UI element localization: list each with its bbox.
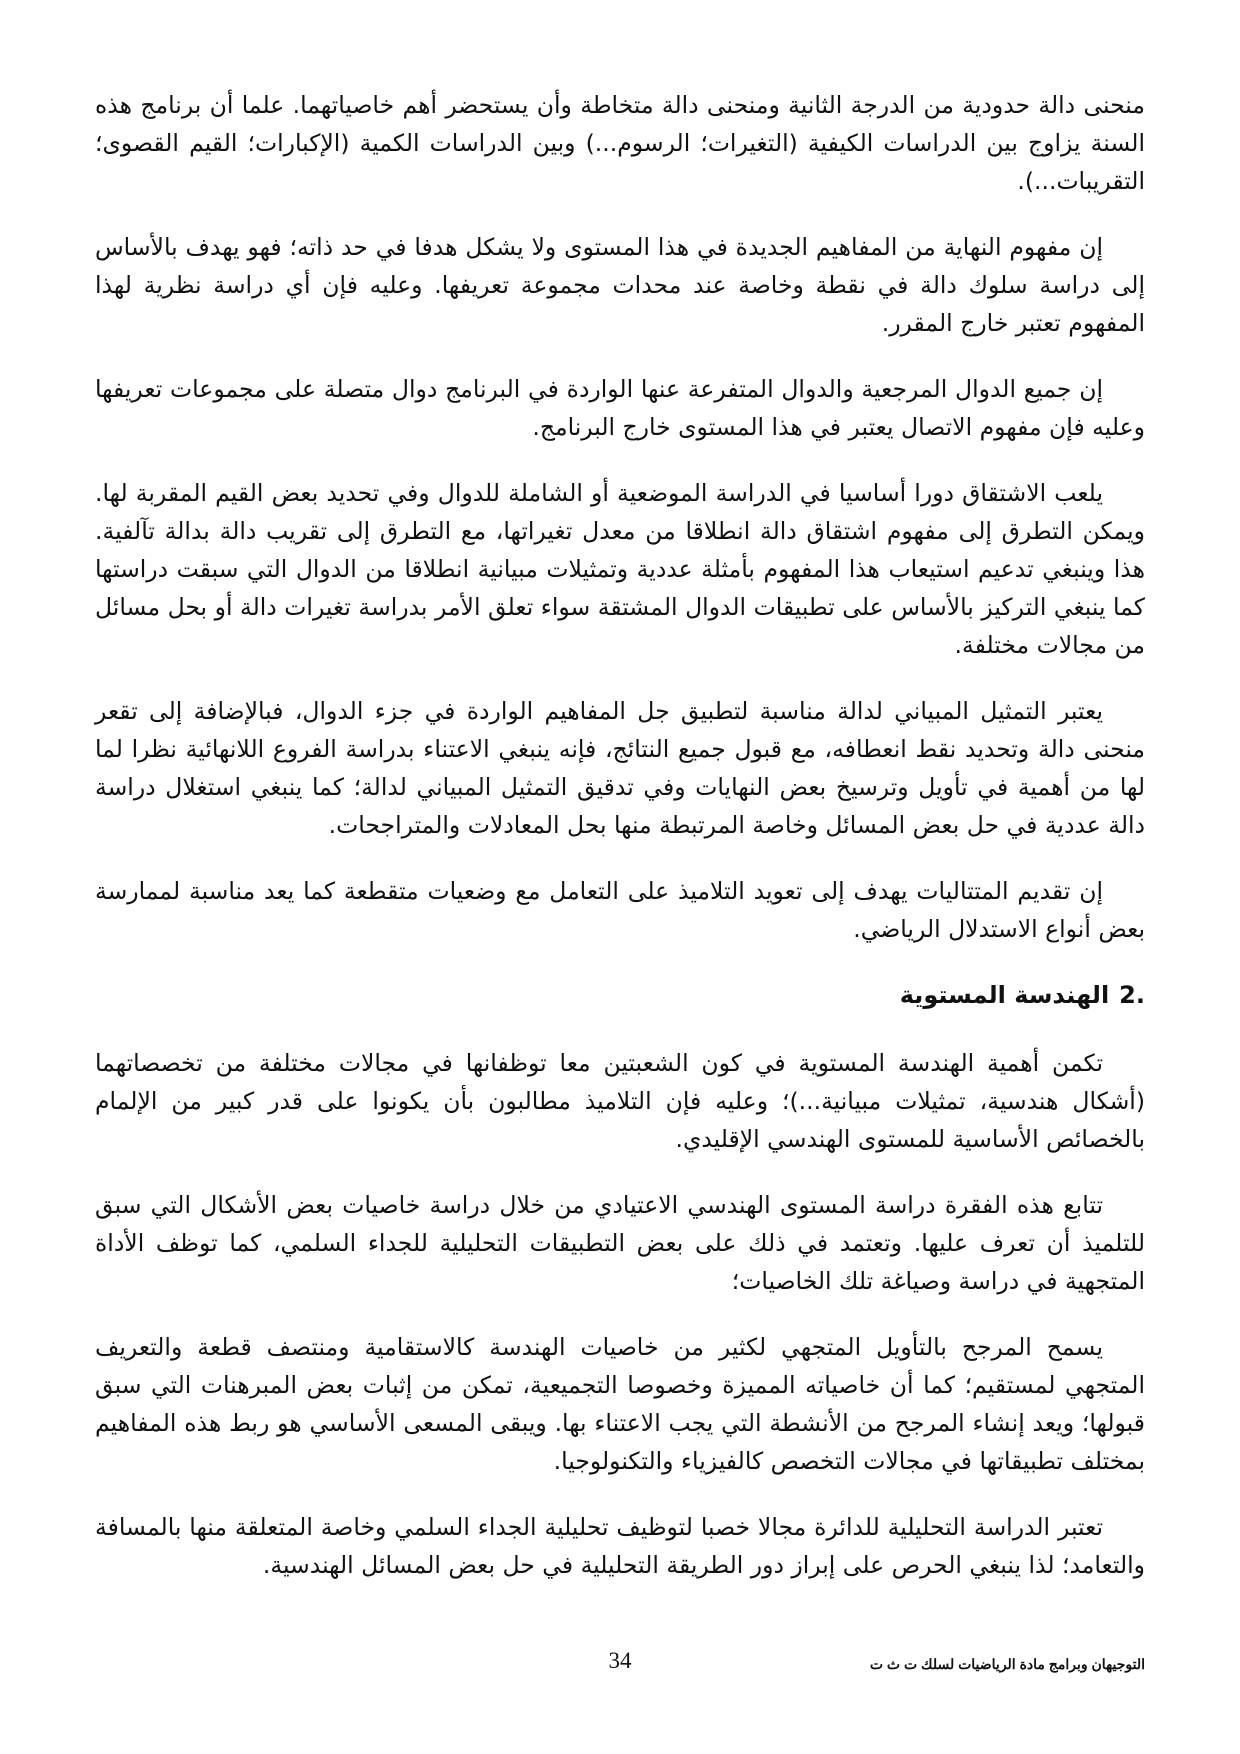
paragraph-circle-analytics: تعتبر الدراسة التحليلية للدائرة مجالا خصبا لتوظيف تحليلية الجداء السلمي وخاصة المتعلقة منها بالمسافة والتعامد؛ لذا ينبغي الحرص على إبراز دور الطريقة التحليلية في حل بعض المسائل الهندسية. <box>95 1513 1145 1579</box>
paragraph-derivation: يلعب الاشتقاق دورا أساسيا في الدراسة الموضعية أو الشاملة للدوال وفي تحديد بعض القيم المقربة لها. ويمكن التطرق إلى مفهوم اشتقاق دالة انطلاقا من معدل تغيراتها، مع التطرق إلى تقريب دالة بدالة تآلفية. هذا وينبغي تدعيم استيعاب هذا المفهوم بأمثلة عددية وتمثيلات مبيانية انطلاقا من الدوال التي سبقت دراستها كما ينبغي التركيز بالأساس على تطبيقات الدوال المشتقة سواء تعلق الأمر بدراسة تغيرات دالة أو بحل مسائل من مجالات مختلفة. <box>95 479 1145 659</box>
paragraph-continuity: إن جميع الدوال المرجعية والدوال المتفرعة عنها الواردة في البرنامج دوال متصلة على مجموعات تعريفها وعليه فإن مفهوم الاتصال يعتبر في هذا المستوى خارج البرنامج. <box>95 375 1145 441</box>
paragraph-sequences: إن تقديم المتتاليات يهدف إلى تعويد التلاميذ على التعامل مع وضعيات متقطعة كما يعد مناسبة لممارسة بعض أنواع الاستدلال الرياضي. <box>95 877 1145 943</box>
paragraph-barycenter: يسمح المرجح بالتأويل المتجهي لكثير من خاصيات الهندسة كالاستقامية ومنتصف قطعة والتعريف المتجهي لمستقيم؛ كما أن خاصياته المميزة وخصوصا التجميعية، تمكن من إثبات بعض المبرهنات التي سبق قبولها؛ ويعد إنشاء المرجح من الأنشطة التي يجب الاعتناء بها. ويبقى المسعى الأساسي هو ربط هذه المفاهيم بمختلف تطبيقاتها في مجالات التخصص كالفيزياء والتكنولوجيا. <box>95 1333 1145 1475</box>
paragraph-plane-geometry-importance: تكمن أهمية الهندسة المستوية في كون الشعبتين معا توظفانها في مجالات مختلفة من تخصصاتهما (أشكال هندسية، تمثيلات مبيانية...)؛ وعليه فإن التلاميذ مطالبون بأن يكونوا على قدر كبير من الإلمام بالخصائص الأساسية للمستوى الهندسي الإقليدي. <box>95 1049 1145 1153</box>
paragraph-limit-concept: إن مفهوم النهاية من المفاهيم الجديدة في هذا المستوى ولا يشكل هدفا في حد ذاته؛ فهو يهدف بالأساس إلى دراسة سلوك دالة في نقطة وخاصة عند محدات مجموعة تعريفها. وعليه فإن أي دراسة نظرية لهذا المفهوم تعتبر خارج المقرر. <box>95 233 1145 337</box>
paragraph-functions-curves: منحنى دالة حدودية من الدرجة الثانية ومنحنى دالة متخاطة وأن يستحضر أهم خاصياتهما. علما أن برنامج هذه السنة يزاوج بين الدراسات الكيفية (التغيرات؛ الرسوم...) وبين الدراسات الكمية (الإكبارات؛ القيم القصوى؛ التقريبات...). <box>95 91 1145 195</box>
paragraph-euclidean-study: تتابع هذه الفقرة دراسة المستوى الهندسي الاعتيادي من خلال دراسة خاصيات بعض الأشكال التي سبق للتلميذ أن تعرف عليها. وتعتمد في ذلك على بعض التطبيقات التحليلية للجداء السلمي، كما توظف الأداة المتجهية في دراسة وصياغة تلك الخاصيات؛ <box>95 1191 1145 1295</box>
page-number: 34 <box>608 1648 632 1673</box>
section-number: .2 <box>1119 981 1145 1009</box>
paragraph-graphical-representation: يعتبر التمثيل المبياني لدالة مناسبة لتطبيق جل المفاهيم الواردة في جزء الدوال، فبالإضافة إلى تقعر منحنى دالة وتحديد نقط انعطافه، مع قبول جميع النتائج، فإنه ينبغي الاعتناء بدراسة الفروع اللانهائية نظرا لما لها من أهمية في تأويل وترسيخ بعض النهايات وفي تدقيق التمثيل المبياني لدالة؛ كما ينبغي استغلال دراسة دالة عددية في حل بعض المسائل وخاصة المرتبطة منها بحل المعادلات والمتراجحات. <box>95 697 1145 839</box>
section-heading <box>95 976 1145 1014</box>
footer-document-title: التوجيهان وبرامج مادة الرياضيات لسلك ت ث ت <box>869 1656 1145 1672</box>
page-footer <box>95 1648 1145 1688</box>
page-body <box>95 86 1145 1612</box>
section-title: الهندسة المستوية <box>899 981 1110 1009</box>
